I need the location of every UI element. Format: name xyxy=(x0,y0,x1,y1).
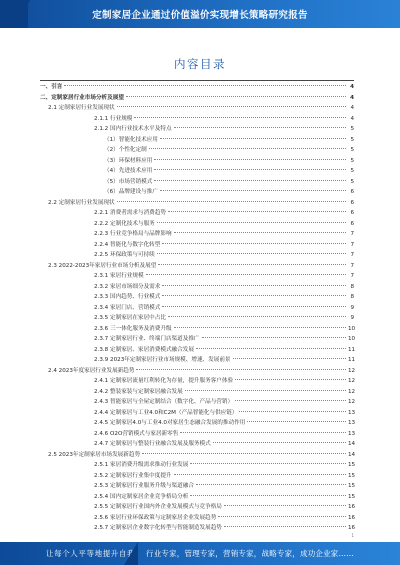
toc-entry[interactable] xyxy=(40,124,354,135)
toc-entry-page: 4 xyxy=(350,84,354,90)
toc-entry[interactable] xyxy=(40,439,354,450)
toc-entry-page: 16 xyxy=(348,514,356,521)
toc-entry-title: 2.3.5 定制家居在家居中占比 xyxy=(94,315,166,321)
toc-entry-title: 2.4.4 定制家居与工业4.0和C2M（产品智能化与供应链） xyxy=(94,409,238,416)
toc-entry[interactable] xyxy=(40,292,354,303)
toc-leader-dots xyxy=(174,474,346,475)
toc-entry-page: 7 xyxy=(350,262,354,269)
toc-entry-title: 2.4.3 智能家居与全屋定制结合（数字化、产品与营销） xyxy=(94,399,234,405)
toc-leader-dots xyxy=(239,411,346,412)
toc-entry-page: 7 xyxy=(350,273,354,279)
toc-entry-page: 12 xyxy=(348,399,356,405)
toc-leader-dots xyxy=(168,211,346,212)
toc-entry-title: 2.5.3 定制家居行业服务升级与渠道融合 xyxy=(94,483,194,489)
toc-entry[interactable] xyxy=(40,502,354,513)
toc-entry[interactable] xyxy=(40,103,354,114)
toc-entry-page: 6 xyxy=(350,210,354,216)
toc-entry[interactable] xyxy=(40,198,354,209)
toc-leader-dots xyxy=(162,285,346,286)
footer-bar xyxy=(0,542,400,565)
toc-leader-dots xyxy=(146,274,346,275)
toc-entry-page: 11 xyxy=(348,357,356,363)
footer-tagline: 行业专家，管理专家，营销专家，战略专家，成功企业家…… xyxy=(146,549,354,558)
toc-entry-title: 2.4.6 O2O营销模式与家居新零售 xyxy=(94,430,179,437)
toc-leader-dots xyxy=(190,463,346,464)
toc-entry[interactable] xyxy=(40,481,354,492)
toc-entry[interactable] xyxy=(40,334,354,345)
toc-leader-dots xyxy=(224,505,346,506)
toc-entry[interactable] xyxy=(40,219,354,230)
toc-leader-dots xyxy=(196,484,346,485)
toc-entry[interactable] xyxy=(40,324,354,335)
toc-entry-page: 15 xyxy=(348,493,356,500)
toc-entry-page: 8 xyxy=(350,294,354,300)
toc-entry-title: 2.3.1 家居行业规模 xyxy=(94,273,144,279)
toc-entry-page: 12 xyxy=(348,367,356,374)
toc-entry[interactable] xyxy=(40,397,354,408)
toc-entry[interactable] xyxy=(40,135,354,146)
toc-entry[interactable] xyxy=(40,166,354,177)
toc-leader-dots xyxy=(157,253,346,254)
toc-entry-page: 14 xyxy=(348,451,356,458)
toc-entry-title: 2.3.2 家居市场细分及需求 xyxy=(94,283,161,290)
toc-entry-page: 9 xyxy=(350,304,354,311)
toc-leader-dots xyxy=(162,295,346,296)
toc-entry-title: 2.1 定制家居行业发展现状 xyxy=(48,105,115,111)
toc-leader-dots xyxy=(196,348,346,349)
toc-entry-title: 2.5 2023年定制家居市场发展新趋势 xyxy=(48,451,141,458)
toc-leader-dots xyxy=(162,306,346,307)
toc-entry-title: 2.2.3 行业竞争格局与品牌影响 xyxy=(94,231,172,237)
toc-leader-dots xyxy=(202,337,346,338)
toc-entry-page: 9 xyxy=(350,315,354,321)
toc-entry-page: 7 xyxy=(350,241,354,248)
toc-entry[interactable] xyxy=(40,187,354,198)
toc-entry-title: （4）先进技术应用 xyxy=(104,168,153,174)
toc-entry-title: 2.3.3 国内趋势、行业模式 xyxy=(94,294,161,300)
toc-entry-page: 4 xyxy=(350,94,354,101)
toc-leader-dots xyxy=(160,138,346,139)
toc-entry-title: 2.2 定制家居行业发展现状 xyxy=(48,199,115,206)
toc-entry-title: （1）智能化技术应用 xyxy=(104,136,158,143)
toc-entry[interactable] xyxy=(40,366,354,377)
toc-entry[interactable] xyxy=(40,229,354,240)
toc-entry-page: 12 xyxy=(348,388,356,395)
page-number: 1 xyxy=(351,533,354,538)
toc-entry-page: 13 xyxy=(348,409,356,416)
toc-entry[interactable] xyxy=(40,387,354,398)
toc-entry[interactable] xyxy=(40,240,354,251)
toc-leader-dots xyxy=(154,169,346,170)
toc-entry[interactable] xyxy=(40,261,354,272)
toc-leader-dots xyxy=(162,243,346,244)
toc-entry-title: 2.3.6 三一体化服务及消费升级 xyxy=(94,325,172,332)
toc-leader-dots xyxy=(180,432,346,433)
toc-leader-dots xyxy=(218,516,346,517)
toc-entry-title: 2.3.4 家居门店、营销模式 xyxy=(94,304,161,311)
toc-entry[interactable] xyxy=(40,345,354,356)
toc-entry-page: 12 xyxy=(348,378,356,384)
toc-leader-dots xyxy=(185,390,346,391)
toc-leader-dots xyxy=(213,442,346,443)
toc-entry-title: 2.3.9 2023年定制家居行业市场规模、增速、发展前景 xyxy=(94,357,231,363)
toc-entry-page: 11 xyxy=(348,346,356,353)
toc-entry-title: （2）个性化定制 xyxy=(104,147,147,153)
toc-leader-dots xyxy=(64,85,346,86)
toc-leader-dots xyxy=(149,148,346,149)
toc-leader-dots xyxy=(154,180,346,181)
toc-leader-dots xyxy=(235,400,346,401)
toc-entry-page: 7 xyxy=(350,231,354,237)
toc-entry-page: 13 xyxy=(348,430,356,437)
toc-heading: 内容目录 xyxy=(174,57,226,71)
toc-leader-dots xyxy=(142,453,346,454)
toc-entry-title: 2.4.5 定制家居4.0与工业4.0对家居生态融合发展的推动作用 xyxy=(94,420,246,426)
footer-slogan: 让每个人平等地提升自我 xyxy=(46,549,136,558)
toc-entry-title: 2.3.8 定制家居、家居消费模式融合发展 xyxy=(94,346,194,353)
toc-entry-title: 2.3.7 定制家居行业、终端门店渠道及推广 xyxy=(94,336,200,342)
toc-entry[interactable] xyxy=(40,282,354,293)
toc-entry-title: 2.4.7 定制家居与整装行业融合发展及服务模式 xyxy=(94,441,211,447)
toc-entry[interactable] xyxy=(40,114,354,125)
toc-entry-page: 6 xyxy=(350,189,354,195)
toc-entry-page: 7 xyxy=(350,252,354,258)
toc-entry-title: 2.4.2 整装家装与定制家居融合发展 xyxy=(94,388,183,395)
toc-separator-top xyxy=(40,80,354,81)
toc-entry-page: 6 xyxy=(350,220,354,227)
toc-leader-dots xyxy=(174,127,346,128)
toc-entry-title: 2.1.1 行业规模 xyxy=(94,115,133,122)
toc-leader-dots xyxy=(126,96,346,97)
toc-entry-page: 4 xyxy=(350,115,354,122)
toc-leader-dots xyxy=(247,421,346,422)
toc-entry[interactable] xyxy=(40,93,354,104)
toc-entry[interactable] xyxy=(40,450,354,461)
toc-leader-dots xyxy=(233,358,346,359)
toc-entry-page: 15 xyxy=(348,462,356,468)
toc-leader-dots xyxy=(174,232,346,233)
toc-entry[interactable] xyxy=(40,492,354,503)
toc-entry-title: 2.2.1 消费者需求与消费趋势 xyxy=(94,210,166,216)
toc-entry-title: 2.2.4 智能化与数字化转型 xyxy=(94,241,161,248)
toc-entry-title: 2.1.2 国内行业技术水平及特点 xyxy=(94,126,172,132)
toc-leader-dots xyxy=(235,379,346,380)
toc-entry-page: 14 xyxy=(348,441,356,447)
toc-entry-title: （3）环保材料应用 xyxy=(104,157,153,164)
toc-leader-dots xyxy=(134,117,346,118)
toc-entry[interactable] xyxy=(40,313,354,324)
toc-entry-title: 2.2.2 定制化技术与服务 xyxy=(94,220,155,227)
toc-entry-title: 2.5.5 定制家居行业国内外企业发展模式与竞争格局 xyxy=(94,504,222,510)
toc-leader-dots xyxy=(168,316,346,317)
toc-entry-title: 2.5.6 家居行业环保政策与定制家居企业发展趋势 xyxy=(94,514,217,521)
toc-entry-page: 4 xyxy=(350,105,354,111)
toc-entry[interactable] xyxy=(40,408,354,419)
toc-leader-dots xyxy=(117,201,346,202)
toc-entry-title: 2.5.7 定制家居企业数字化转型与智能制造发展趋势 xyxy=(94,525,222,531)
toc-entry-page: 10 xyxy=(348,325,356,332)
toc-entry[interactable] xyxy=(40,208,354,219)
toc-leader-dots xyxy=(160,190,346,191)
toc-entry[interactable] xyxy=(40,460,354,471)
toc-entry-title: （5）市场营销模式 xyxy=(104,178,153,185)
toc-entry-page: 15 xyxy=(348,472,356,479)
toc-entry-page: 6 xyxy=(350,199,354,206)
toc-entry-title: 2.5.1 家居消费升级需求推动行业发展 xyxy=(94,462,189,468)
footer-decoration xyxy=(124,542,138,565)
toc-entry-page: 5 xyxy=(350,126,354,132)
toc-entry[interactable] xyxy=(40,303,354,314)
header-bar xyxy=(0,0,400,28)
toc-entry-page: 15 xyxy=(348,483,356,489)
toc-entry[interactable] xyxy=(40,418,354,429)
toc-entry[interactable] xyxy=(40,177,354,188)
toc-entry-page: 5 xyxy=(350,147,354,153)
toc-entry[interactable] xyxy=(40,376,354,387)
toc-entry-title: 2.3 2022-2023年家居行业市场分析及展望 xyxy=(48,262,157,269)
toc-leader-dots xyxy=(174,327,346,328)
toc-entry-page: 5 xyxy=(350,168,354,174)
toc-entry[interactable] xyxy=(40,429,354,440)
toc-entry-title: 二、定制家居行业市场分析及展望 xyxy=(40,94,124,101)
toc-entry-page: 16 xyxy=(348,525,356,531)
toc-leader-dots xyxy=(154,159,346,160)
toc-entry-title: 2.4.1 定制家居流量红利转化为存量，提升服务客户体验 xyxy=(94,378,234,384)
toc-entry[interactable] xyxy=(40,355,354,366)
toc-entry-title: 2.5.2 定制家居行业集中度提升 xyxy=(94,472,172,479)
toc-entry-page: 13 xyxy=(348,420,356,426)
toc-entry-title: 2.4 2023年度家居行业发展新趋势 xyxy=(48,367,135,374)
toc-entry-page: 10 xyxy=(348,336,356,342)
toc-entry-title: 2.2.5 环保政策与可持续 xyxy=(94,252,155,258)
toc-leader-dots xyxy=(190,495,346,496)
toc-leader-dots xyxy=(158,264,346,265)
toc-entry-title: （6）品牌建设与推广 xyxy=(104,189,158,195)
toc-entry[interactable] xyxy=(40,271,354,282)
toc-leader-dots xyxy=(224,526,346,527)
toc-entry[interactable] xyxy=(40,471,354,482)
toc-leader-dots xyxy=(157,222,346,223)
toc-entry[interactable] xyxy=(40,523,354,534)
toc-entry-page: 16 xyxy=(348,504,356,510)
toc-leader-dots xyxy=(117,106,346,107)
toc-entry-page: 5 xyxy=(350,178,354,185)
toc-entry-page: 8 xyxy=(350,283,354,290)
toc-entry-title: 一、引言 xyxy=(40,84,63,90)
toc-entry[interactable] xyxy=(40,145,354,156)
toc-entry-page: 5 xyxy=(350,136,354,143)
toc-entry[interactable] xyxy=(40,82,354,93)
table-of-contents xyxy=(40,82,354,534)
report-title: 定制家居企业通过价值溢价实现增长策略研究报告 xyxy=(92,10,308,21)
toc-entry-page: 5 xyxy=(350,157,354,164)
toc-entry[interactable] xyxy=(40,156,354,167)
toc-entry[interactable] xyxy=(40,250,354,261)
toc-leader-dots xyxy=(136,369,346,370)
toc-entry[interactable] xyxy=(40,513,354,524)
toc-entry-title: 2.5.4 国内定制家居企业竞争格局分析 xyxy=(94,493,189,500)
